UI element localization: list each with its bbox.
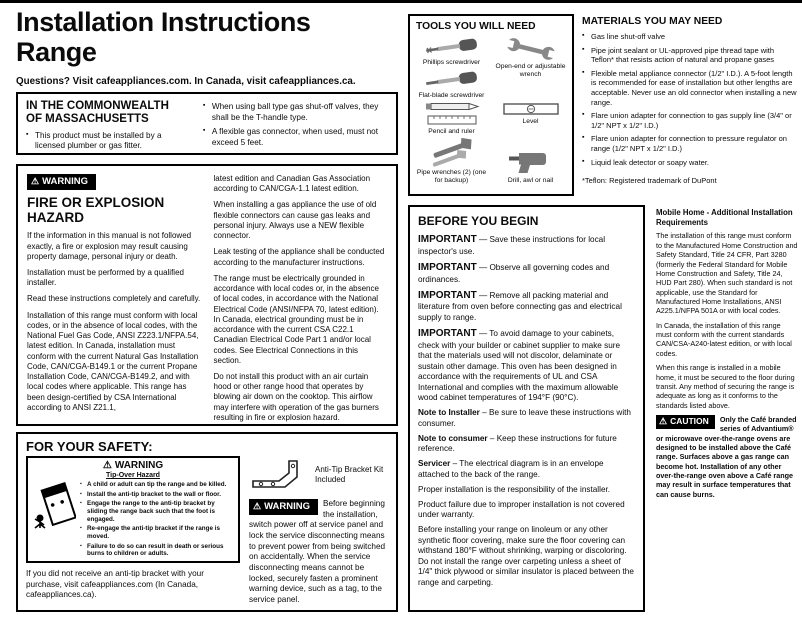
ma-right-list <box>203 100 388 151</box>
fire-warning-box <box>16 164 398 426</box>
tool-wrench <box>495 36 566 78</box>
tools-col-left <box>416 36 487 187</box>
before-item-text: Before installing your range on linoleum or any other synthetic floor covering, make sure the floor covering can withstand 180°F without shrinking, warping or discoloring. Do not install the range over carpeting unless a sheet of 1/4" thick plywood or similar insulator is placed between the range and carpeting. <box>418 525 634 587</box>
page-title <box>16 8 400 67</box>
questions-line: Questions? Visit cafeappliances.com. In Canada, visit cafeappliances.ca. <box>16 76 356 88</box>
material-item-text: Pipe joint sealant or UL-approved pipe thread tape with Teflon* that resists action of natural and propane gases <box>591 45 775 65</box>
fire-col-left <box>27 174 201 422</box>
power-warning <box>249 499 388 606</box>
tool-label: Pencil and ruler <box>428 128 475 136</box>
before-item-text: Proper installation is the responsibility of the installer. <box>418 484 611 494</box>
before-item-lead: Servicer <box>418 459 451 469</box>
paragraph: Read these instructions completely and carefully. <box>27 294 201 304</box>
warning-badge-label: WARNING <box>264 501 310 512</box>
before-item <box>418 408 635 429</box>
material-item-text: Flexible metal appliance connector (1/2" I.D.). A 5-foot length is recommended for ease of installation but other lengths are acceptable. Never use an old connector when installing a new range. <box>591 68 797 107</box>
material-item <box>582 69 798 107</box>
before-you-begin-box <box>408 205 645 612</box>
materials-list <box>582 32 798 167</box>
tool-label: Open-end or adjustable wrench <box>495 63 566 78</box>
anti-tip-bracket-icon <box>249 456 311 494</box>
tip-hazard-title: Tip-Over Hazard <box>106 472 160 479</box>
pencil-and-ruler-icon <box>423 101 481 127</box>
paragraph: Do not install this product with an air curtain hood or other range hood that operates by blowing air down on the cooktop. This airflow may interfere with operation of the gas burners resulting in fire or explosion hazard. <box>213 371 379 422</box>
tool-level <box>502 101 560 126</box>
tool-label: Flat-blade screwdriver <box>418 91 485 99</box>
tools-grid <box>416 36 566 187</box>
safety-title: FOR YOUR SAFETY: <box>26 439 153 454</box>
before-item-text: – Be sure to leave these instructions with consumer. <box>418 408 631 428</box>
warning-badge <box>27 174 96 190</box>
before-item <box>418 262 635 285</box>
drill-icon <box>505 148 557 176</box>
paragraph: If the information in this manual is not followed exactly, a fire or explosion may result causing property damage, personal injury or death. <box>27 231 192 261</box>
before-item <box>418 434 635 455</box>
teflon-footnote: *Teflon: Registered trademark of DuPont <box>582 176 717 186</box>
open-end-wrench-icon <box>502 36 560 62</box>
material-item <box>582 158 798 168</box>
mobile-home-paragraphs <box>656 231 798 409</box>
tool-pipe-wrenches <box>416 138 487 184</box>
material-item <box>582 134 798 153</box>
before-title: BEFORE YOU BEGIN <box>418 214 539 228</box>
ma-left-list <box>26 131 189 152</box>
tool-label: Drill, awl or nail <box>507 176 554 184</box>
caution-note <box>656 415 798 499</box>
tip-bullets <box>80 481 234 560</box>
tool-drill <box>505 148 557 185</box>
tip-bullet-text: A child or adult can tip the range and be killed. <box>87 481 227 488</box>
mobile-home-section <box>656 208 798 499</box>
before-item <box>418 459 635 480</box>
header <box>16 8 400 87</box>
before-item-lead: IMPORTANT <box>418 289 477 301</box>
materials-section <box>582 16 798 185</box>
bullet-item <box>203 102 388 123</box>
phillips-screwdriver-icon <box>423 36 481 58</box>
tool-label: Pipe wrenches (2) (one for backup) <box>416 169 487 184</box>
tip-bullet <box>80 525 234 540</box>
tip-over-hazard-icon <box>32 481 76 531</box>
bullet-text: When using ball type gas shut-off valves, they shall be the T-handle type. <box>211 102 379 122</box>
paragraph: The installation of this range must conform to the Manufactured Home Construction and Safety Standard, Title 24 CFR, Part 3280 (formerly the Federal Standard for Mobile Home Construction and Safety, Title 24, HUD Part 280). When such standard is not applicable, use the Standard for Manufactured Home Installations, ANSI A225.1/NFPA 501A or with local codes. <box>656 231 798 316</box>
paragraph: When installing a gas appliance the use of old flexible connectors can cause gas leaks and personal injury. Always use a NEW flexible connector. <box>213 200 377 241</box>
warning-triangle-icon: ⚠ <box>253 501 262 511</box>
materials-title: MATERIALS YOU MAY NEED <box>582 16 723 27</box>
safety-columns <box>26 456 388 606</box>
before-item-lead: IMPORTANT <box>418 327 477 339</box>
tool-label: Level <box>522 117 539 125</box>
material-item <box>582 111 798 130</box>
before-item-lead: IMPORTANT <box>418 261 477 273</box>
mobile-home-title: Mobile Home - Additional Installation Requirements <box>656 208 793 227</box>
tip-bullet <box>80 491 234 499</box>
top-border <box>0 0 802 3</box>
level-icon <box>502 101 560 117</box>
before-item-text: – The electrical diagram is in an envelope attached to the back of the range. <box>418 459 604 479</box>
ma-title-line2: OF MASSACHUSETTS <box>26 112 149 125</box>
paragraph: latest edition and Canadian Gas Association according to CAN/CGA-1.1 latest edition. <box>213 174 371 194</box>
tip-bullet <box>80 500 234 523</box>
for-your-safety-box <box>16 432 398 612</box>
fire-col1-paragraphs <box>27 231 201 413</box>
caution-badge <box>656 415 715 429</box>
paragraph: When this range is installed in a mobile home, it must be secured to the floor during transit. Any method of securing the range is adequate as long as it conforms to the standards listed above. <box>656 363 795 410</box>
power-warning-text: Before beginning the installation, switch power off at service panel and lock the service disconnecting means to prevent power from being switched on accidentally. When the service disconnecting means cannot be locked, securely fasten a prominent warning device, such as a tag, to the service panel. <box>249 499 386 604</box>
material-item-text: Gas line shut-off valve <box>591 32 666 41</box>
before-item-text: – Keep these instructions for future reference. <box>418 433 617 454</box>
ma-left-column <box>26 100 189 151</box>
material-item <box>582 32 798 42</box>
before-item <box>418 485 635 496</box>
tip-warning-header <box>32 460 234 471</box>
material-item-text: Flare union adapter for connection to pressure regulator on range (1/2" NPT x 1/2" I.D.) <box>591 134 787 153</box>
material-item <box>582 46 798 65</box>
tip-bullet-text: Engage the range to the anti-tip bracket by sliding the range back such that the foot is engaged. <box>87 500 216 523</box>
before-item-text: — Remove all packing material and literature from oven before connecting gas and electrical supply to range. <box>418 290 622 322</box>
before-item-text: — Observe all governing codes and ordinances. <box>418 262 610 284</box>
tools-box <box>408 14 574 196</box>
flat-blade-screwdriver-icon <box>423 69 481 91</box>
material-item-text: Flare union adapter for connection to gas supply line (3/4" or 1/2" NPT x 1/2" I.D.) <box>591 111 792 130</box>
before-item <box>418 328 635 404</box>
pipe-wrenches-icon <box>424 138 480 168</box>
fire-col-right <box>214 174 388 422</box>
warning-triangle-icon: ⚠ <box>31 176 40 186</box>
tool-pencil-and-ruler <box>423 101 481 136</box>
warning-triangle-icon: ⚠ <box>102 460 112 471</box>
tip-bullet-text: Re-engage the anti-tip bracket if the range is moved. <box>87 525 220 541</box>
massachusetts-box <box>16 92 398 155</box>
tip-bullet <box>80 481 234 489</box>
tool-flat-blade-screwdriver <box>419 69 485 100</box>
tool-phillips-screwdriver <box>423 36 481 67</box>
before-item-lead: Note to Installer <box>418 408 480 418</box>
no-bracket-note: If you did not receive an anti-tip bracket with your purchase, visit cafeappliances.com (In Canada, cafeappliances.ca). <box>26 569 204 600</box>
tool-label: Phillips screwdriver <box>422 59 481 66</box>
material-item-text: Liquid leak detector or soapy water. <box>591 157 709 167</box>
paragraph: In Canada, the installation of this range must conform with the current standards CAN/CSA-A240-latest edition, or with local codes. <box>656 320 792 358</box>
title-line2: Range <box>16 36 97 67</box>
before-item <box>418 234 635 257</box>
tip-over-warning-box <box>26 456 240 563</box>
tip-bullet-text: Failure to do so can result in death or serious burns to children or adults. <box>87 542 224 558</box>
bullet-text: A flexible gas connector, when used, must not exceed 5 feet. <box>211 127 379 147</box>
anti-tip-label: Anti-Tip Bracket Kit Included <box>315 465 384 484</box>
before-item-text: — Save these instructions for local inspector's use. <box>418 235 606 256</box>
tools-col-right <box>495 36 566 187</box>
before-item-text: Product failure due to improper installation is not covered under warranty. <box>418 499 625 520</box>
anti-tip-bracket-row <box>249 456 388 494</box>
tip-bullet <box>80 543 234 558</box>
before-item <box>418 500 635 521</box>
caution-badge-label: CAUTION <box>670 415 709 426</box>
warning-badge-label: WARNING <box>42 176 88 187</box>
bullet-text: This product must be installed by a licensed plumber or gas fitter. <box>35 130 162 151</box>
before-item-lead: IMPORTANT <box>418 234 477 245</box>
tip-bullet-text: Install the anti-tip bracket to the wall or floor. <box>87 490 221 498</box>
bullet-item <box>26 131 189 152</box>
tip-warning-label: WARNING <box>114 460 164 471</box>
safety-right-column <box>249 456 388 606</box>
caution-text: Only the Café branded series of Advantium® or microwave over-the-range ovens are designed to be installed above the Café range. Surfaces above a gas range can become hot. Installation of any other over-the-range oven above a Café range may result in surface temperatures that can cause burns. <box>656 414 797 499</box>
before-items <box>418 234 635 588</box>
tip-body <box>32 481 234 560</box>
paragraph: Installation must be performed by a qualified installer. <box>27 268 184 288</box>
bullet-item <box>203 127 388 148</box>
paragraph: The range must be electrically grounded in accordance with local codes or, in the absence of local codes, in accordance with the National Electrical Code (ANSI/NFPA 70, latest edition). In Canada, electrical grounding must be in accordance with the current CSA C22.1 Canadian Electrical Code Part 1 and/or local codes. See Electrical Connections in this section. <box>213 273 379 365</box>
title-line1: Installation Instructions <box>16 7 311 37</box>
ma-title <box>26 100 189 126</box>
warning-triangle-icon: ⚠ <box>659 415 668 426</box>
before-item <box>418 525 635 588</box>
before-item-lead: Note to consumer <box>418 433 488 443</box>
fire-warning-title: FIRE OR EXPLOSION HAZARD <box>27 195 165 225</box>
warning-badge <box>249 499 318 515</box>
before-item <box>418 290 635 324</box>
safety-left-column <box>26 456 240 606</box>
tools-title: TOOLS YOU WILL NEED <box>416 21 536 32</box>
before-item-text: — To avoid damage to your cabinets, check with your builder or cabinet supplier to make sure that the materials used will not discolor, delaminate or sustain other damage. This oven has been designed in accordance with the requirements of UL and CSA International and complies with the maximum allowable wood cabinet temperatures of 194°F (90°C). <box>418 328 621 403</box>
paragraph: Installation of this range must conform with local codes, or in the absence of local codes, with the National Fuel Gas Code, ANSI Z223.1/NFPA.54, latest edition. In Canada, installation must conform with the current Natural Gas Installation Code, CAN/CGA-B149.1 or the current Propane Installation Code, CAN/CGA-B149.2, and with local codes where applicable. This range has been design-certified by CSA International according to ANSI Z21.1, <box>27 310 199 412</box>
ma-title-line1: IN THE COMMONWEALTH <box>26 100 169 112</box>
paragraph: Leak testing of the appliance shall be conducted according to the manufacturer instructions. <box>213 247 385 267</box>
